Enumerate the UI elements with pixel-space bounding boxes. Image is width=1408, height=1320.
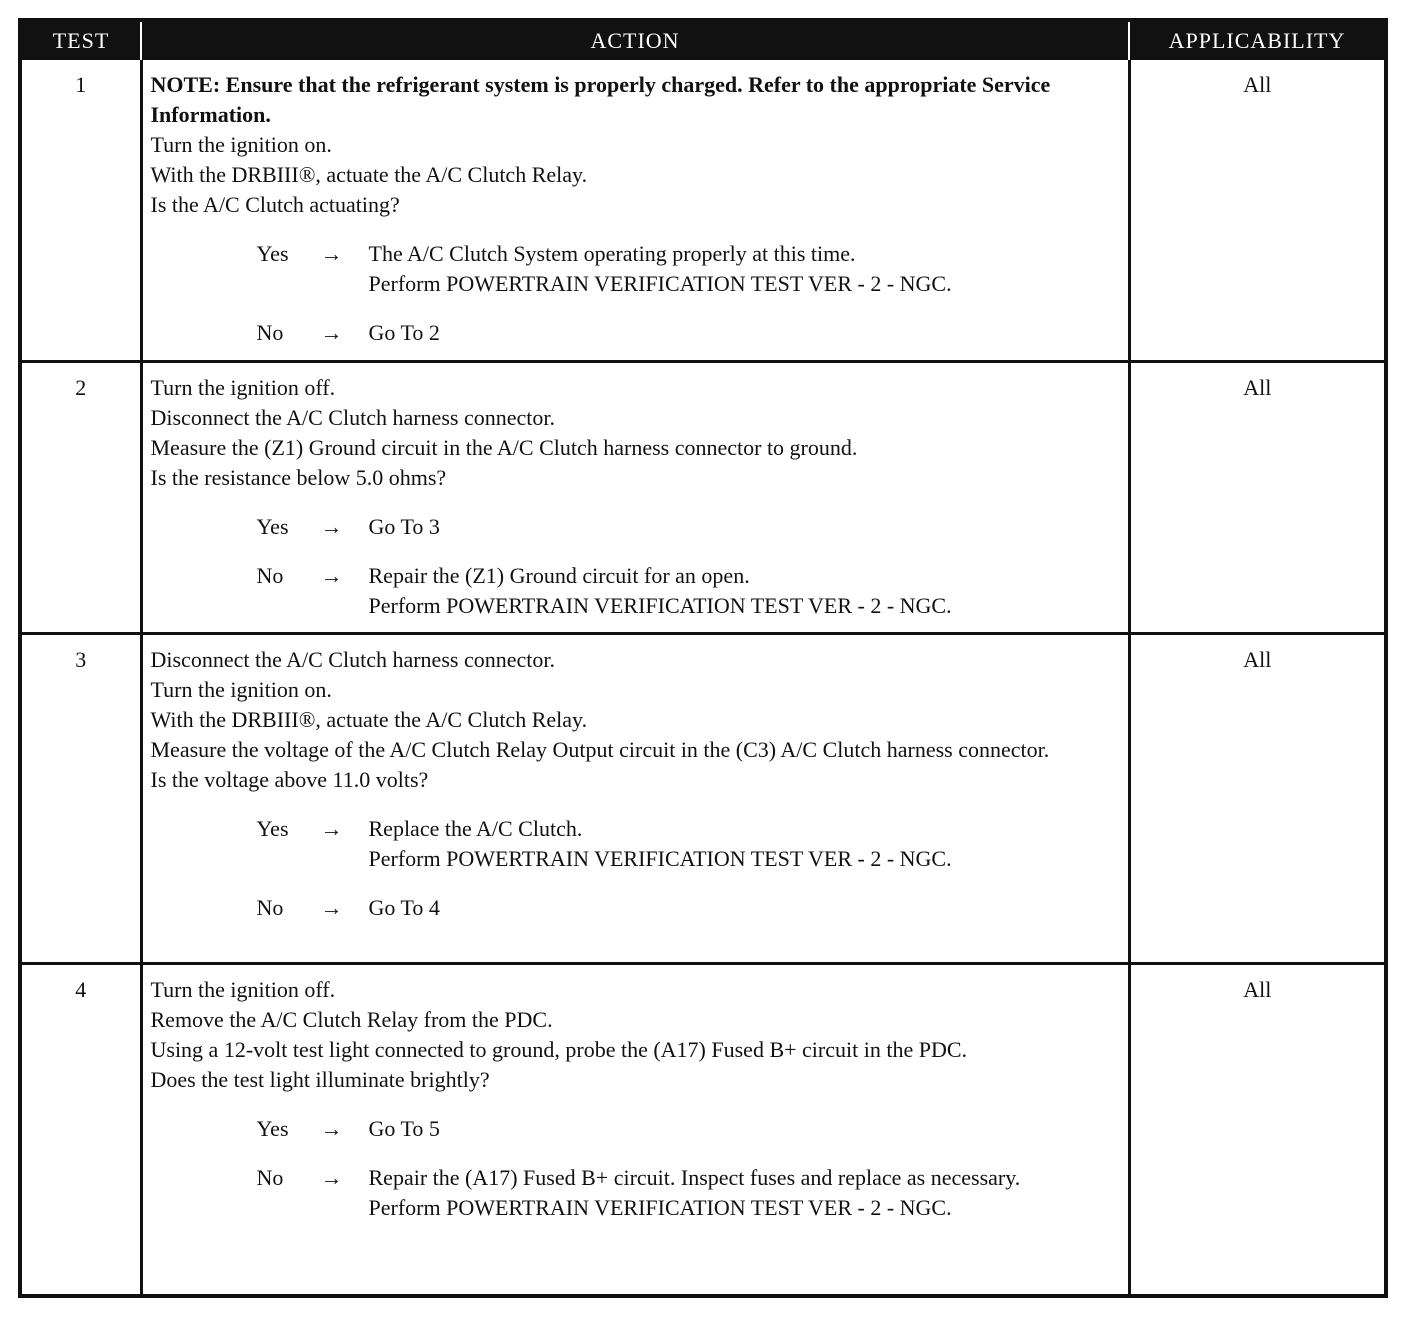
result-line: Repair the (A17) Fused B+ circuit. Inspect fuses and replace as necessary. xyxy=(368,1164,1021,1190)
result-line: The A/C Clutch System operating properly at this time. xyxy=(368,241,856,266)
header-applicability: APPLICABILITY xyxy=(1129,22,1384,60)
result-text xyxy=(369,239,1120,299)
table-row-test-3 xyxy=(22,633,1384,963)
result-label: No xyxy=(256,320,284,345)
action-line: Measure the voltage of the A/C Clutch Relay Output circuit in the (C3) A/C Clutch harness connector. xyxy=(150,736,1050,762)
diagnostic-table xyxy=(22,22,1384,1294)
action-line: Measure the (Z1) Ground circuit in the A/C Clutch harness connector to ground. xyxy=(150,434,858,460)
action-question: Is the resistance below 5.0 ohms? xyxy=(150,464,447,490)
result-line: Go To 4 xyxy=(368,894,440,920)
applicability-cell: All xyxy=(1129,361,1384,633)
action-line: Disconnect the A/C Clutch harness connector. xyxy=(150,404,555,430)
table-row-test-4 xyxy=(22,963,1384,1294)
result-no xyxy=(151,318,1120,348)
note-text: NOTE: Ensure that the refrigerant system is properly charged. Refer to the appropriate Service Information. xyxy=(150,72,1051,127)
result-label: No xyxy=(256,562,284,588)
result-line: Go To 3 xyxy=(368,513,440,539)
result-text xyxy=(369,512,1120,542)
result-line: Perform POWERTRAIN VERIFICATION TEST VER - 2 - NGC. xyxy=(368,1194,952,1220)
applicability-cell: All xyxy=(1129,633,1384,963)
test-number: 4 xyxy=(22,963,141,1294)
action-line: Turn the ignition off. xyxy=(150,976,336,1002)
action-line: Remove the A/C Clutch Relay from the PDC. xyxy=(150,1006,553,1032)
table-row-test-1 xyxy=(22,60,1384,361)
action-line: With the DRBIII®, actuate the A/C Clutch Relay. xyxy=(150,162,588,187)
action-line: Turn the ignition off. xyxy=(150,374,336,400)
arrow-right-icon: → xyxy=(320,513,343,539)
result-label: Yes xyxy=(256,1115,289,1141)
test-number: 3 xyxy=(22,633,141,963)
result-line: Perform POWERTRAIN VERIFICATION TEST VER - 2 - NGC. xyxy=(368,592,952,618)
action-question: Is the A/C Clutch actuating? xyxy=(150,192,400,217)
result-label: No xyxy=(256,894,284,920)
result-yes xyxy=(151,239,1120,299)
applicability-cell: All xyxy=(1129,963,1384,1294)
applicability-cell: All xyxy=(1243,72,1272,97)
result-yes xyxy=(151,512,1120,542)
result-text xyxy=(369,893,1120,923)
result-yes xyxy=(151,814,1120,874)
test-number: 2 xyxy=(22,361,141,633)
arrow-right-icon: → xyxy=(320,1115,343,1141)
arrow-right-icon: → xyxy=(320,894,343,920)
action-line: Using a 12-volt test light connected to ground, probe the (A17) Fused B+ circuit in the PDC. xyxy=(150,1036,968,1062)
result-line: Go To 5 xyxy=(368,1115,440,1141)
action-line: Turn the ignition on. xyxy=(150,676,332,702)
arrow-right-icon: → xyxy=(320,562,343,588)
header-row xyxy=(22,22,1384,60)
result-no xyxy=(151,1163,1120,1223)
result-line: Repair the (Z1) Ground circuit for an open. xyxy=(368,562,750,588)
result-text xyxy=(369,561,1120,621)
arrow-right-icon: → xyxy=(320,815,343,841)
result-no xyxy=(151,893,1120,923)
result-text xyxy=(369,1163,1120,1223)
test-number: 1 xyxy=(22,60,141,361)
arrow-right-icon: → xyxy=(320,241,343,266)
diagnostic-test-sheet xyxy=(18,18,1388,1298)
result-text xyxy=(369,814,1120,874)
result-line: Go To 2 xyxy=(368,320,440,345)
result-no xyxy=(151,561,1120,621)
action-line: Turn the ignition on. xyxy=(150,132,332,157)
action-line: Disconnect the A/C Clutch harness connector. xyxy=(150,646,555,672)
action-cell xyxy=(141,633,1129,963)
action-cell xyxy=(141,361,1129,633)
result-text xyxy=(369,1114,1120,1144)
action-line: With the DRBIII®, actuate the A/C Clutch Relay. xyxy=(150,706,588,732)
result-yes xyxy=(151,1114,1120,1144)
header-action: ACTION xyxy=(141,22,1129,60)
action-question: Is the voltage above 11.0 volts? xyxy=(150,766,429,792)
result-line: Perform POWERTRAIN VERIFICATION TEST VER - 2 - NGC. xyxy=(368,845,952,871)
result-label: No xyxy=(256,1164,284,1190)
action-cell xyxy=(141,963,1129,1294)
arrow-right-icon: → xyxy=(320,320,343,345)
result-line: Replace the A/C Clutch. xyxy=(368,815,583,841)
action-question: Does the test light illuminate brightly? xyxy=(150,1066,490,1092)
result-text xyxy=(369,318,1120,348)
table-row-test-2 xyxy=(22,361,1384,633)
result-label: Yes xyxy=(256,241,289,266)
result-line: Perform POWERTRAIN VERIFICATION TEST VER - 2 - NGC. xyxy=(368,271,952,296)
arrow-right-icon: → xyxy=(320,1164,343,1190)
action-cell xyxy=(141,60,1129,361)
header-test: TEST xyxy=(22,22,141,60)
result-label: Yes xyxy=(256,513,289,539)
result-label: Yes xyxy=(256,815,289,841)
